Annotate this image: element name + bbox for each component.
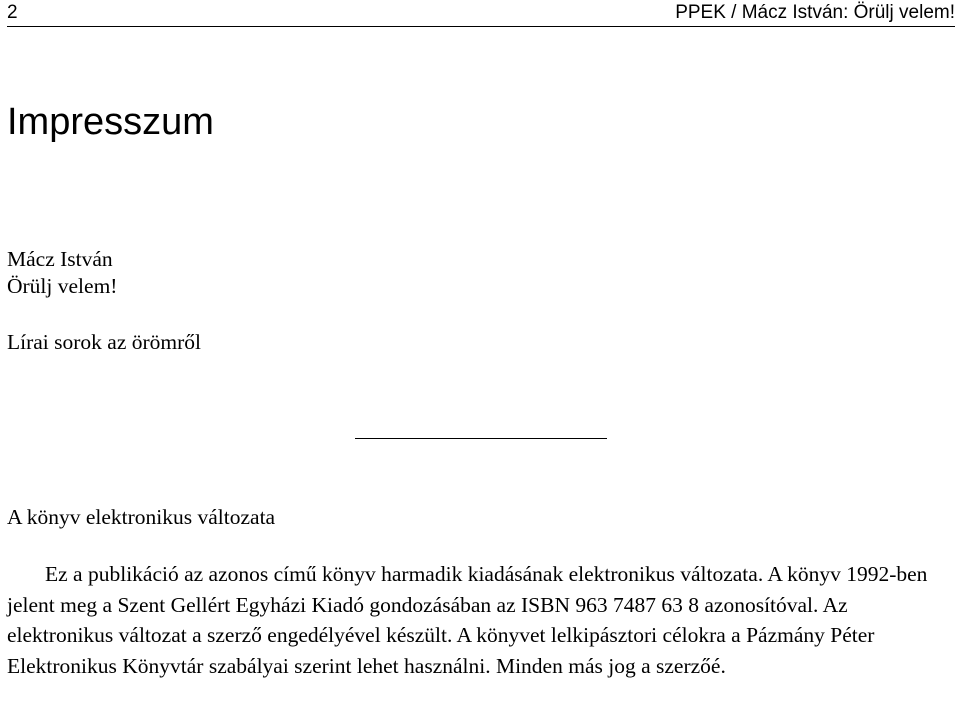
page-title: Impresszum: [7, 101, 214, 143]
separator-line: [355, 438, 607, 439]
running-title: PPEK / Mácz István: Örülj velem!: [675, 2, 955, 23]
page-header: [7, 0, 955, 27]
author-name: Mácz István: [7, 247, 113, 271]
section-heading: A könyv elektronikus változata: [7, 505, 276, 529]
body-paragraph: Ez a publikáció az azonos című könyv harmadik kiadásának elektronikus változata. A könyv 1992-ben jelent meg a Szent Gellért Egyházi Kiadó gondozásában az ISBN 963 7487 63 8 azonosítóval. Az elektronikus változat a szerző engedélyével készült. A könyvet lelkipásztori célokra a Pázmány Péter Elektronikus Könyvtár szabályai szerint lehet használni. Minden más jog a szerzőé.: [7, 562, 928, 678]
page-number: 2: [7, 2, 18, 23]
book-title: Örülj velem!: [7, 274, 118, 298]
book-subtitle: Lírai sorok az örömről: [7, 330, 202, 354]
